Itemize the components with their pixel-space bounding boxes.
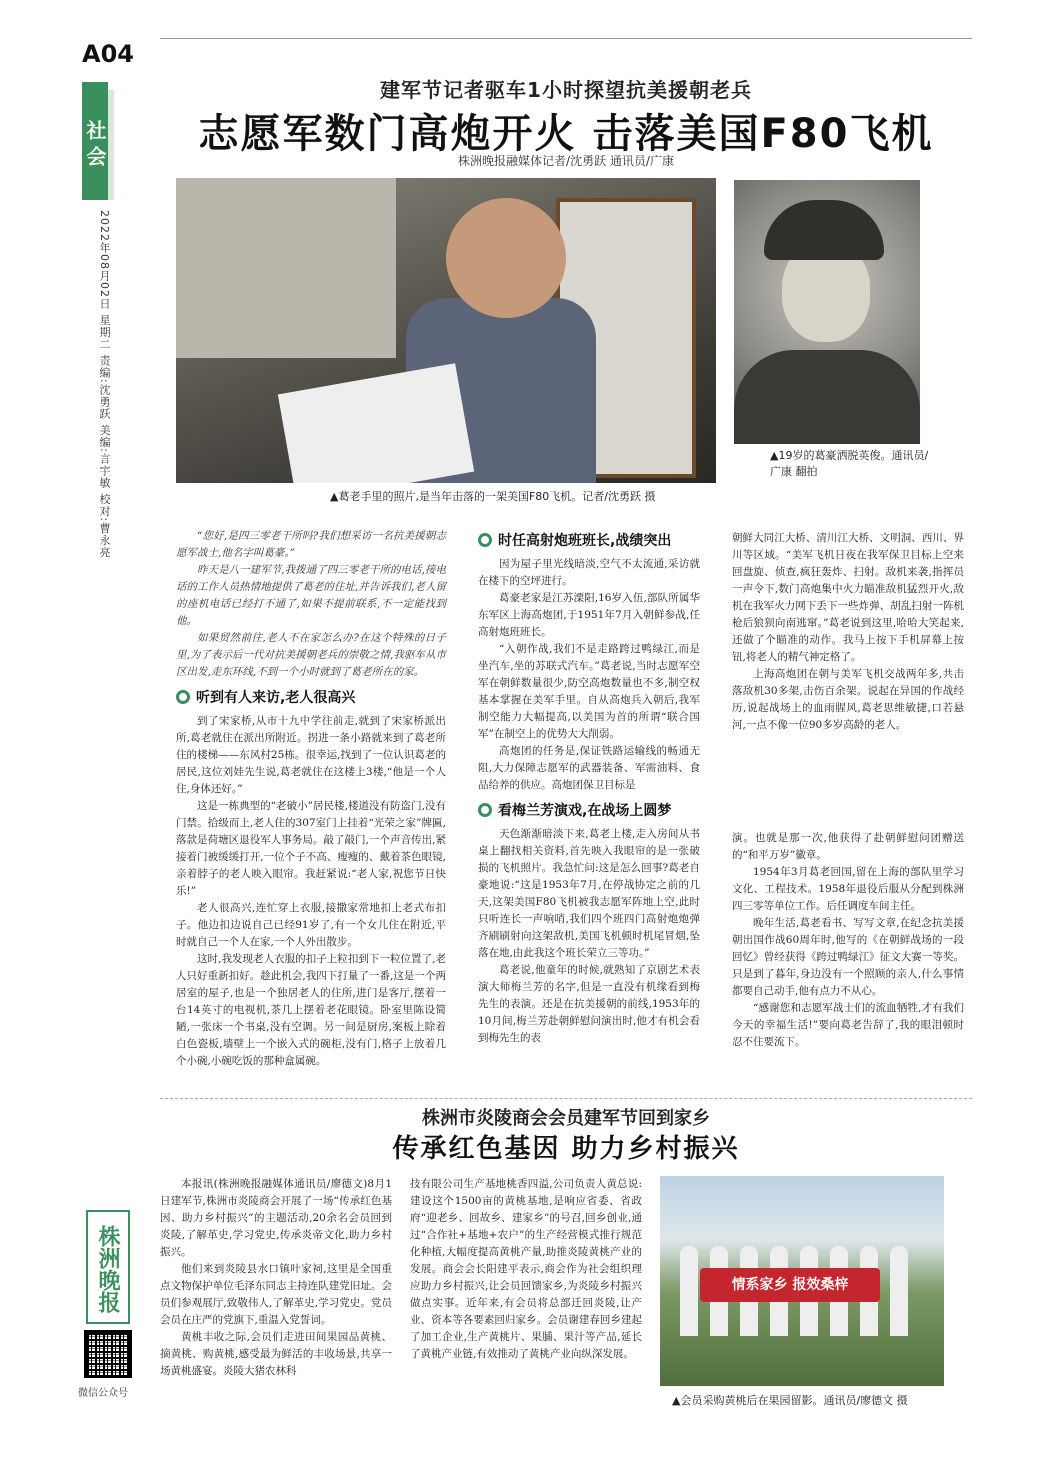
subhead-1: 听到有人来访,老人很高兴 — [176, 687, 446, 707]
page-number: A04 — [82, 40, 134, 68]
article1-byline: 株洲晚报融媒体记者/沈勇跃 通讯员/广康 — [458, 154, 674, 168]
intro-block — [176, 528, 446, 681]
paragraph: 高炮团的任务是,保证铁路运输线的畅通无阻,大力保障志愿军的武器装备、军需油料、食品给养的供应。高炮团保卫目标是 — [478, 745, 700, 791]
brand-logo: 株洲晚报 — [86, 1210, 130, 1324]
paragraph: “感谢您和志愿军战士们的流血牺牲,才有我们今天的幸福生活!”要向葛老告辞了,我的眼泪顿时忍不住要流下。 — [732, 1002, 964, 1048]
article1-column-3-bottom — [732, 830, 964, 1051]
bullet-icon — [176, 690, 190, 704]
paragraph: 晚年生活,葛老看书、写写文章,在纪念抗美援朝出国作战60周年时,他写的《在朝鲜战场的一段回忆》曾经获得《跨过鸭绿江》征文大赛一等奖。只是到了暮年,身边没有一个照顾的亲人,什么事情都要自己动手,他有点力不从心。 — [732, 917, 964, 997]
veteran-photo-caption: ▲葛老手里的照片,是当年击落的一架美国F80飞机。记者/沈勇跃 摄 — [330, 490, 656, 503]
section-tab[interactable]: 社会 — [82, 82, 108, 200]
orchard-photo-caption: ▲会员采购黄桃后在果园留影。通讯员/廖德文 摄 — [672, 1394, 908, 1407]
qr-code-icon[interactable] — [84, 1330, 132, 1378]
section-tab-shadow — [108, 90, 114, 200]
orchard-group-photo[interactable] — [660, 1176, 944, 1386]
portrait-caption: ▲19岁的葛豪洒脱英俊。通讯员/广康 翻拍 — [770, 449, 929, 478]
paragraph: 黄桃丰收之际,会员们走进田间果园品黄桃、摘黄桃、购黄桃,感受最为鲜活的丰收场景,共享一场黄桃盛宴。炎陵大猪农林科 — [160, 1331, 392, 1377]
top-rule — [160, 38, 972, 39]
paragraph: “您好,是四三零老干所吗?我们想采访一名抗美援朝志愿军战士,他名字叫葛豪。” — [176, 530, 446, 559]
article1-column-3 — [732, 530, 964, 734]
paragraph: 本报讯(株洲晚报融媒体通讯员/廖德文)8月1日建军节,株洲市炎陵商会开展了一场“传承红色基因、助力乡村振兴”的主题活动,20余名会员回到炎陵,了解革史,学习党史,传承炎帝文化,助力乡村振兴。 — [160, 1178, 392, 1258]
portrait-photo[interactable] — [734, 180, 920, 444]
article2-headline[interactable]: 传承红色基因 助力乡村振兴 — [392, 1134, 740, 1164]
paragraph: 朝鲜大同江大桥、清川江大桥、文明洞、西川、界川等区域。“美军飞机日夜在我军保卫目标上空来回盘旋、侦查,疯狂轰炸、扫射。敌机来袭,指挥员一声令下,数门高炮集中火力瞄准敌机猛烈开火,敌机在我军火力网下丢下一些炸弹、胡乱扫射一阵机枪后狼狈向南逃窜。”葛老说到这里,哈哈大笑起来,还做了个瞄准的动作。我马上按下手机屏幕上按钮,将老人的精气神定格了。 — [732, 532, 964, 663]
paragraph: “入朝作战,我们不是走路跨过鸭绿江,而是坐汽车,坐的苏联式汽车。”葛老说,当时志愿军空军在朝鲜数量很少,防空高炮数量也不多,制空权基本掌握在美军手里。自从高炮兵入朝后,我军制空能力大幅提高,以美国为首的所谓“联合国军”在制空上的优势大大削弱。 — [478, 643, 700, 740]
paragraph: 这时,我发现老人衣服的扣子上粒扣到下一粒位置了,老人只好重新扣好。趁此机会,我四下打量了一番,这是一个两居室的屋子,也是一个独居老人的住所,进门是客厅,摆着一台14英寸的电视机,茶几上摆着老花眼镜。卧室里陈设简陋,一张床一个书桌,没有空调。另一间是厨房,案板上除着白色瓷板,墙壁上一个嵌入式的碗柜,没有门,格子上放着几个小碗,小碗吃饭的那种盒属碗。 — [176, 953, 446, 1067]
article1-column-1 — [176, 528, 446, 1070]
paragraph: 技有限公司生产基地桃香四溢,公司负责人黄总说:建设这个1500亩的黄桃基地,是响应省委、省政府“迎老乡、回故乡、建家乡”的号召,回乡创业,通过“合作社+基地+农户”的生产经营模式推行规范化种植,大幅度提高黄桃产量,助推炎陵黄桃产业的发展。商会会长阳建平表示,商会作为社会组织理应助力乡村振兴,让会员回馈家乡,为炎陵乡村振兴做点实事。近年来,有会员将总部迁回炎陵,让产业、资本等各要素回归家乡。会员谢建春回乡建起了加工企业,生产黄桃片、果脯、果汁等产品,延长了黄桃产业链,有效推动了黄桃产业向纵深发展。 — [410, 1178, 642, 1360]
paragraph: 这是一栋典型的“老破小”居民楼,楼道没有防盗门,没有门禁。拾级而上,老人住的307室门上挂着“光荣之家”牌匾,落款是荷塘区退役军人事务局。敲了敲门,一个声音传出,紧接着门被缓缓打开,一位个子不高、瘦瘦的、戴着茶色眼镜,亲着脖子的老人映入眼帘。我赶紧说:“老人家,祝您节日快乐!” — [176, 800, 446, 897]
bullet-icon — [478, 533, 492, 547]
paragraph: 因为屋子里光线暗淡,空气不太流通,采访就在楼下的空坪进行。 — [478, 558, 700, 587]
article-divider — [160, 1098, 972, 1099]
paragraph: 昨天是八一建军节,我拨通了四三零老干所的电话,接电话的工作人员热情地提供了葛老的住址,并告诉我们,老人留的座机电话已经打不通了,如果不提前联系,不一定能找到他。 — [176, 564, 446, 627]
article1-kicker: 建军节记者驱车1小时探望抗美援朝老兵 — [380, 78, 752, 102]
subhead-2: 时任高射炮班班长,战绩突出 — [478, 530, 700, 550]
paragraph: 演。也就是那一次,他获得了赴朝鲜慰问团赠送的“和平万岁”徽章。 — [732, 832, 964, 861]
subhead-3: 看梅兰芳演戏,在战场上圆梦 — [478, 800, 700, 820]
paragraph: 如果贸然前往,老人不在家怎么办?在这个特殊的日子里,为了表示后一代对抗美援朝老兵的崇敬之情,我驱车从市区出发,走东环线,不到一个小时就到了葛老所在的家。 — [176, 632, 446, 678]
qr-label: 微信公众号 — [78, 1388, 128, 1399]
paragraph: 他们来到炎陵县水口镇叶家祠,这里是全国重点文物保护单位毛泽东同志主持连队建党旧址。会员们参观展厅,致敬伟人,了解革史,学习党史。党员会员在庄严的党旗下,重温入党誓词。 — [160, 1263, 392, 1326]
article2-kicker: 株洲市炎陵商会会员建军节回到家乡 — [422, 1108, 710, 1129]
paragraph: 老人很高兴,连忙穿上衣服,接撒家常地扣上老式布扣子。他边扣边说自己已经91岁了,有一个女儿住在附近,平时就自己一个人在家,一个人外出散步。 — [176, 902, 446, 948]
article2-column-1 — [160, 1176, 392, 1380]
article1-headline[interactable]: 志愿军数门高炮开火 击落美国F80飞机 — [198, 111, 934, 157]
paragraph: 1954年3月葛老回国,留在上海的部队里学习文化、工程技术。1958年退役后服从分配到株洲四三零等单位工作。后任调度车间主任。 — [732, 866, 964, 912]
dateline: 2022年08月02日 星期二 责编:沈勇跃 美编:言宇敏 校对:曹永亮 — [98, 210, 111, 559]
photo-banner: 情系家乡 报效桑梓 — [700, 1268, 880, 1302]
paragraph: 天色渐渐暗淡下来,葛老上楼,走入房间从书桌上翻找相关资料,首先映入我眼帘的是一张破损的飞机照片。我急忙问:这是怎么回事?葛老自豪地说:“这是1953年7月,在停战协定之前的几天,这架美国F80飞机被我志愿军阵地上空,此时只听连长一声响哨,我们四个班四门高射炮炮弹齐刷刷射向这架敌机,美国飞机顿时机尾冒烟,坠落在地,由此我这个班长荣立三等功。” — [478, 828, 700, 959]
veteran-photo[interactable] — [176, 178, 716, 483]
bullet-icon — [478, 803, 492, 817]
paragraph: 葛老说,他童年的时候,就熟知了京剧艺术表演大师梅兰芳的名字,但是一直没有机缘看到梅先生的表演。还是在抗美援朝的前线,1953年的10月间,梅兰芳赴朝鲜慰问演出时,他才有机会看到梅先生的表 — [478, 964, 700, 1044]
paragraph: 葛豪老家是江苏溧阳,16岁入伍,部队所属华东军区上海高炮团,于1951年7月入朝鲜参战,任高射炮班班长。 — [478, 592, 700, 638]
article2-column-2 — [410, 1176, 642, 1363]
article1-column-2 — [478, 524, 700, 1047]
paragraph: 上海高炮团在朝与美军飞机交战两年多,共击落敌机30多架,击伤百余架。说起在异国的作战经历,说起战场上的血雨腥风,葛老思维敏捷,口若悬河,一点不像一位90多岁高龄的老人。 — [732, 668, 964, 731]
paragraph: 到了宋家桥,从市十九中学往前走,就到了宋家桥派出所,葛老就住在派出所附近。拐进一条小路就来到了葛老所住的楼梯——东风村25栋。很幸运,找到了一位认识葛老的居民,这位刘娃先生说,葛老就住在这楼上3楼,“他是一个人住,身体还好。” — [176, 715, 446, 795]
